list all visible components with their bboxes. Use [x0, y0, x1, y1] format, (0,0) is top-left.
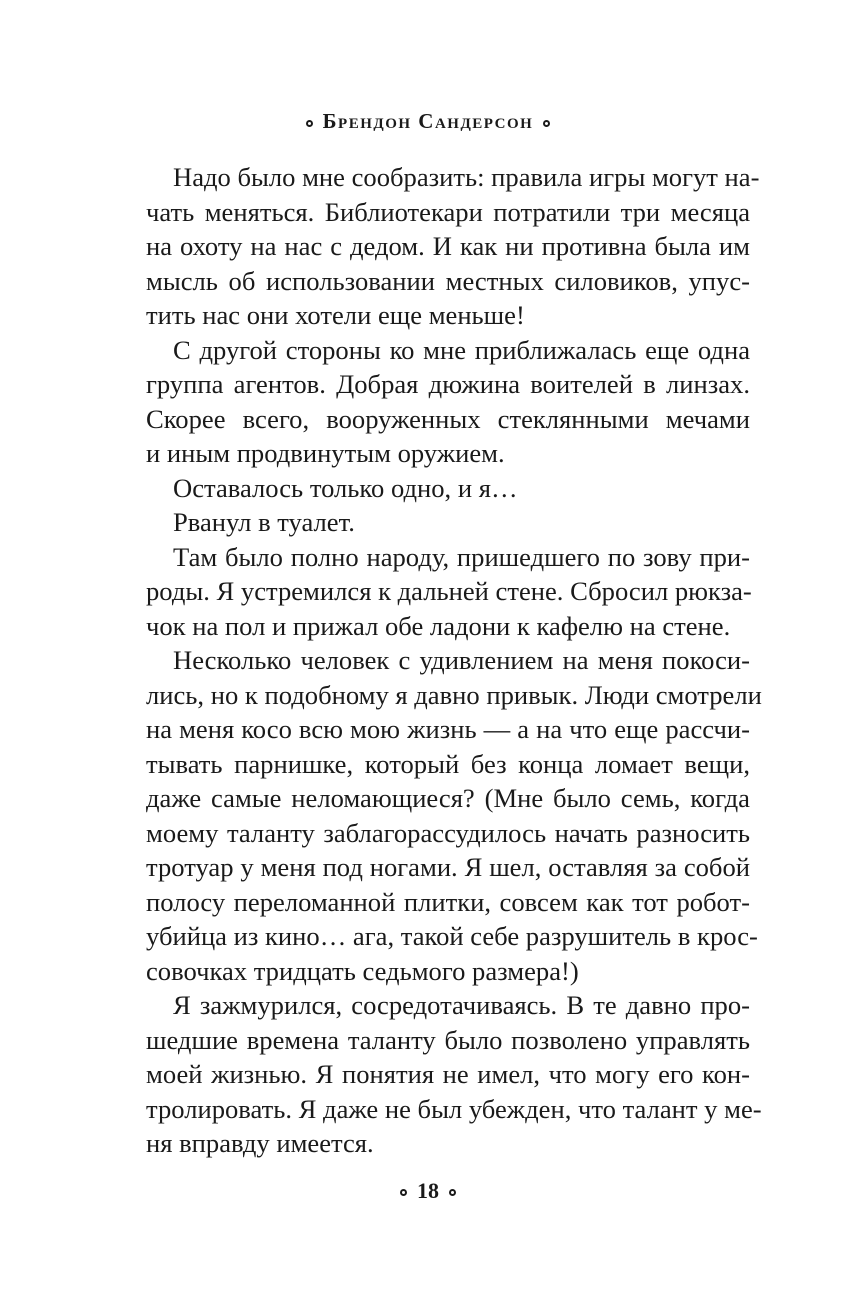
body-text: [146, 160, 762, 1161]
ornament-dot-left: [306, 120, 313, 127]
text-line: Рванул в туалет.: [173, 507, 355, 537]
page-number: 18: [417, 1178, 439, 1203]
text-line: роды. Я устремился к дальней стене. Сбросил рюкза-: [146, 576, 752, 606]
text-line: совочках тридцать седьмого размера!): [146, 955, 579, 986]
page-footer: [0, 1176, 856, 1206]
text-line: тротуар у меня под ногами. Я шел, оставляя за собой: [146, 852, 750, 882]
text-line: моему таланту заблагорассудилось начать разносить: [146, 817, 750, 848]
text-line: тить нас они хотели еще меньше!: [146, 300, 525, 330]
text-line: Скорее всего, вооруженных стеклянными мечами: [146, 403, 750, 434]
text-line: мысль об использовании местных силовиков, упус-: [146, 265, 750, 296]
text-line: Надо было мне сообразить: правила игры могут на-: [173, 162, 760, 192]
text-line: на охоту на нас с дедом. И как ни противна была им: [146, 231, 750, 261]
ornament-dot-left: [400, 1189, 407, 1196]
text-line: лись, но к подобному я давно привык. Люди смотрели: [146, 679, 762, 710]
text-line: Там было полно народу, пришедшего по зову при-: [173, 541, 750, 572]
text-line: и иным продвинутым оружием.: [146, 438, 505, 468]
text-line: чок на пол и прижал обе ладони к кафелю на стене.: [146, 610, 731, 641]
text-line: Оставалось только одно, и я…: [173, 472, 518, 503]
running-header: [0, 106, 856, 136]
text-line: на меня косо всю мою жизнь — а на что еще рассчи-: [146, 714, 750, 744]
text-line: Я зажмурился, сосредотачиваясь. В те давно про-: [173, 990, 750, 1020]
text-line: убийца из кино… ага, такой себе разрушитель в крос-: [146, 921, 758, 951]
ornament-dot-right: [449, 1189, 456, 1196]
text-line: тывать парнишке, который без конца ломает вещи,: [146, 748, 750, 779]
text-line: Несколько человек с удивлением на меня покоси-: [173, 645, 750, 675]
text-line: даже самые неломающиеся? (Мне было семь, когда: [146, 783, 750, 813]
text-line: моей жизнью. Я понятия не имел, что могу его кон-: [146, 1059, 750, 1089]
author-name: Брендон Сандерсон: [322, 109, 534, 133]
ornament-dot-right: [543, 120, 550, 127]
text-line: ня вправду имеется.: [146, 1128, 374, 1158]
text-line: С другой стороны ко мне приближалась еще одна: [173, 334, 750, 365]
text-line: чать меняться. Библиотекари потратили три месяца: [146, 196, 750, 227]
text-line: шедшие времена таланту было позволено управлять: [146, 1024, 750, 1055]
text-line: полосу переломанной плитки, совсем как тот робот-: [146, 886, 750, 917]
text-line: группа агентов. Добрая дюжина воителей в линзах.: [146, 369, 750, 399]
text-line: тролировать. Я даже не был убежден, что талант у ме-: [146, 1093, 762, 1124]
